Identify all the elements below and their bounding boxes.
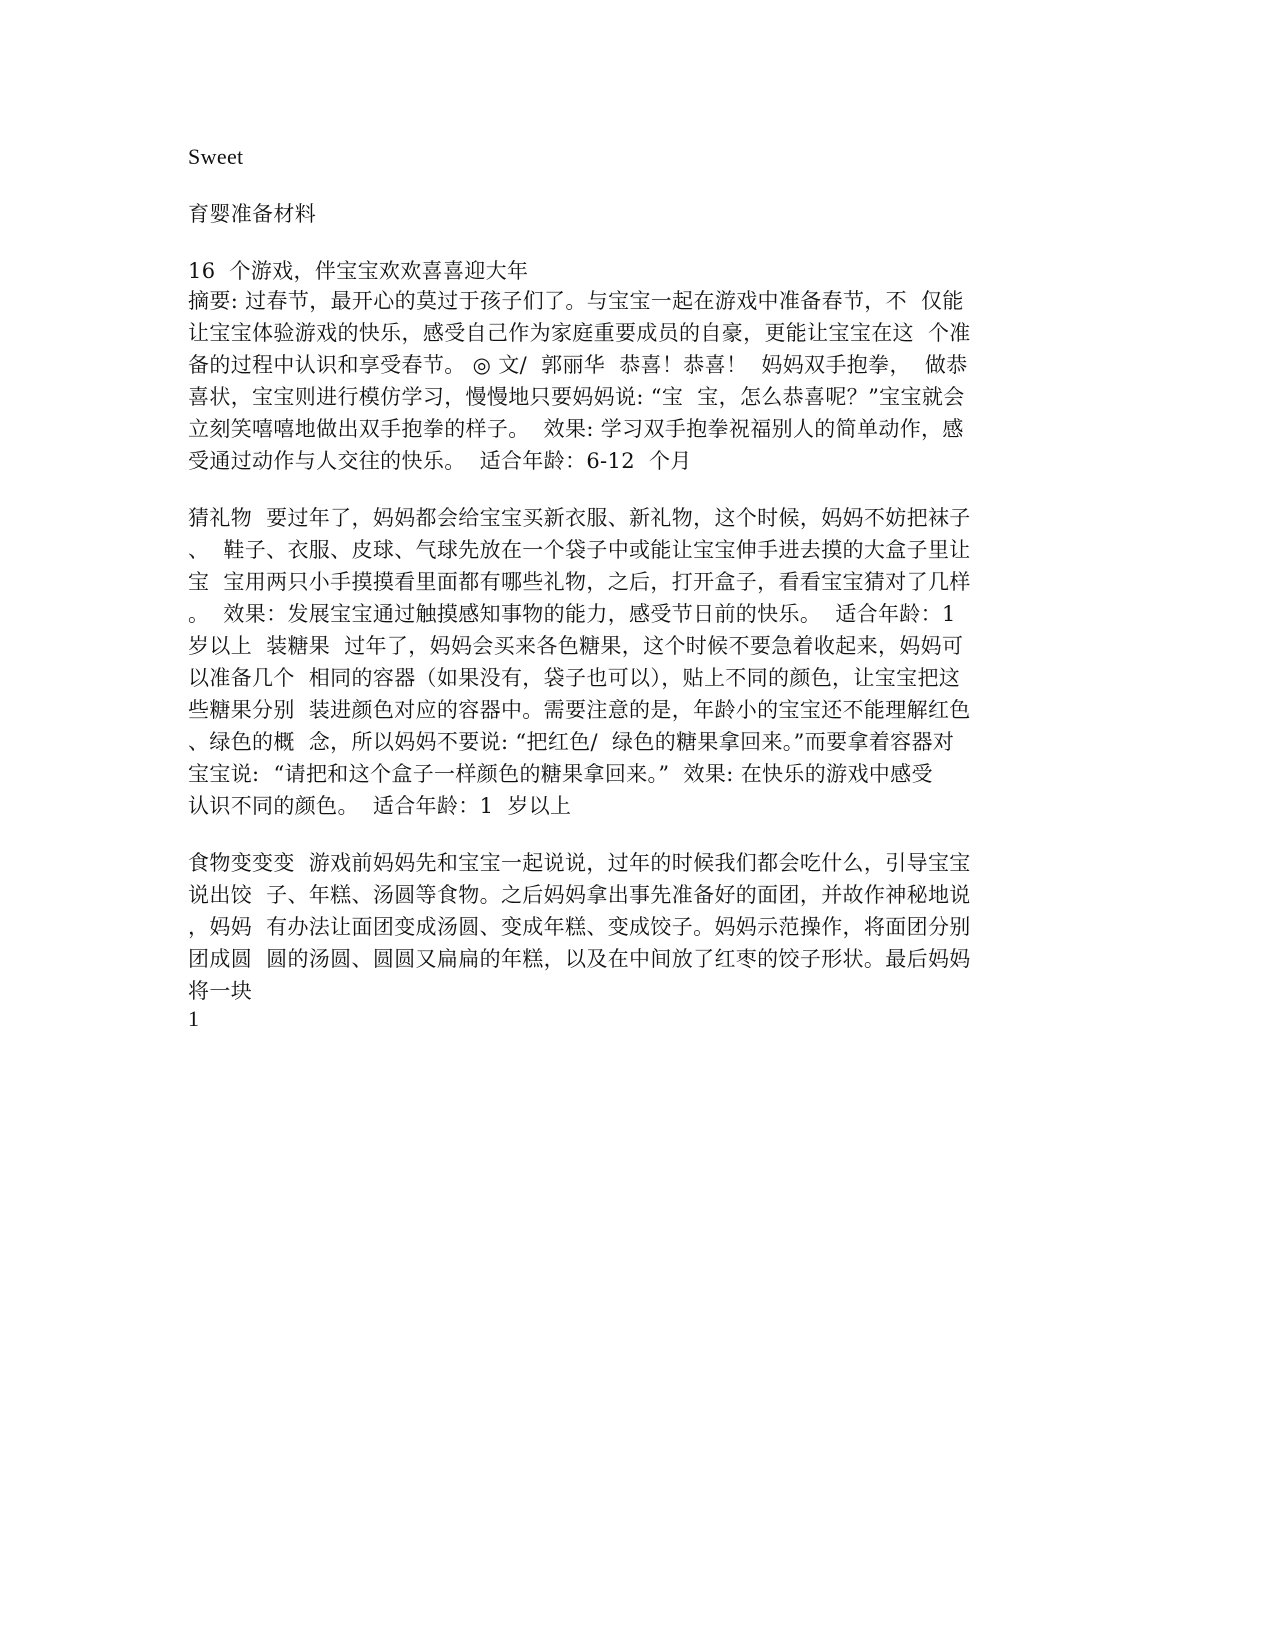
paragraph-line: 认识不同的颜色。 适合年龄：1 岁以上	[188, 794, 572, 818]
paragraph-line: 说出饺 子、年糕、汤圆等食物。之后妈妈拿出事先准备好的面团，并故作神秘地说	[188, 883, 971, 907]
paragraph-line: 让宝宝体验游戏的快乐，感受自己作为家庭重要成员的自豪，更能让宝宝在这 个准	[188, 321, 971, 345]
paragraph-line: 喜状，宝宝则进行模仿学习，慢慢地只要妈妈说: “宝 宝，怎么恭喜呢？”宝宝就会	[188, 385, 965, 409]
paragraph-line: 受通过动作与人交往的快乐。 适合年龄：6-12 个月	[188, 449, 692, 473]
paragraph-line: 些糖果分别 装进颜色对应的容器中。需要注意的是，年龄小的宝宝还不能理解红色	[188, 698, 971, 722]
document-title: 16 个游戏，伴宝宝欢欢喜喜迎大年	[188, 259, 529, 283]
paragraph-line: 以准备几个 相同的容器（如果没有，袋子也可以），贴上不同的颜色，让宝宝把这	[188, 666, 961, 690]
page-number: 1	[188, 1006, 200, 1031]
brand-text: Sweet	[188, 144, 244, 169]
paragraph-line: 。 效果：发展宝宝通过触摸感知事物的能力，感受节日前的快乐。 适合年龄：1	[188, 602, 956, 626]
paragraph-line: 立刻笑嘻嘻地做出双手抱拳的样子。 效果: 学习双手抱拳祝福别人的简单动作，感	[188, 417, 964, 441]
paragraph-line: 备的过程中认识和享受春节。 ◎ 文/ 郭丽华 恭喜！恭喜！ 妈妈双手抱拳， 做恭	[188, 353, 968, 377]
paragraph-line: 宝 宝用两只小手摸摸看里面都有哪些礼物，之后，打开盒子，看看宝宝猜对了几样	[188, 570, 971, 594]
paragraph-line: 猜礼物 要过年了，妈妈都会给宝宝买新衣服、新礼物，这个时候，妈妈不妨把袜子	[188, 506, 971, 530]
paragraph-line: 、 鞋子、衣服、皮球、气球先放在一个袋子中或能让宝宝伸手进去摸的大盒子里让	[188, 538, 971, 562]
category-heading: 育婴准备材料	[188, 202, 317, 226]
paragraph-line: 摘要: 过春节，最开心的莫过于孩子们了。与宝宝一起在游戏中准备春节，不 仅能	[188, 289, 964, 313]
paragraph-line: 、绿色的概 念，所以妈妈不要说: “把红色/ 绿色的糖果拿回来。”而要拿着容器对	[188, 730, 955, 754]
paragraph-line: ，妈妈 有办法让面团变成汤圆、变成年糕、变成饺子。妈妈示范操作，将面团分别	[188, 915, 971, 939]
paragraph-line: 食物变变变 游戏前妈妈先和宝宝一起说说，过年的时候我们都会吃什么，引导宝宝	[188, 851, 971, 875]
paragraph-line: 宝宝说: “请把和这个盒子一样颜色的糖果拿回来。” 效果: 在快乐的游戏中感受	[188, 762, 933, 786]
paragraph-line: 团成圆 圆的汤圆、圆圆又扁扁的年糕，以及在中间放了红枣的饺子形状。最后妈妈	[188, 947, 971, 971]
paragraph-line: 将一块	[188, 979, 253, 1003]
paragraph-line: 岁以上 装糖果 过年了，妈妈会买来各色糖果，这个时候不要急着收起来，妈妈可	[188, 634, 964, 658]
